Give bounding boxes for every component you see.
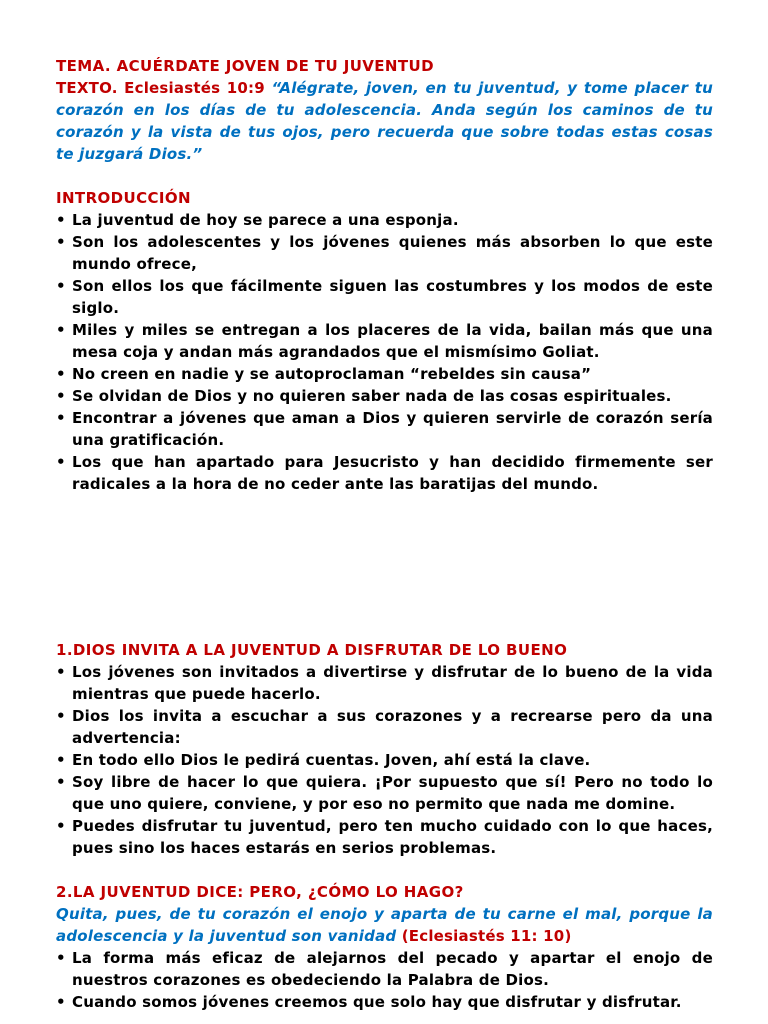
section2-list bbox=[56, 947, 713, 1013]
section2-quote-paragraph bbox=[56, 903, 713, 947]
intro-heading: INTRODUCCIÓN bbox=[56, 189, 192, 207]
spacer bbox=[56, 495, 713, 639]
list-item: • La forma más eficaz de alejarnos del pecado y apartar el enojo de nuestros corazones es obedeciendo la Palabra de Dios. bbox=[56, 947, 713, 991]
texto-quote: “Alégrate, joven, en tu juventud, y tome placer tu corazón en los días de tu adolescencia. Anda según los caminos de tu corazón y la vista de tus ojos, pero recuerda que sobre todas estas cosas te juzgará Dios.” bbox=[56, 79, 713, 163]
document-page bbox=[56, 55, 713, 1013]
list-item: • No creen en nadie y se autoproclaman “rebeldes sin causa” bbox=[56, 363, 713, 385]
list-item: • En todo ello Dios le pedirá cuentas. Joven, ahí está la clave. bbox=[56, 749, 713, 771]
spacer bbox=[56, 165, 713, 187]
section2-reference: (Eclesiastés 11: 10) bbox=[396, 927, 572, 945]
list-item: • Encontrar a jóvenes que aman a Dios y quieren servirle de corazón sería una gratificación. bbox=[56, 407, 713, 451]
intro-list bbox=[56, 209, 713, 495]
list-item: • La juventud de hoy se parece a una esponja. bbox=[56, 209, 713, 231]
section1-list bbox=[56, 661, 713, 859]
section2-heading: 2.LA JUVENTUD DICE: PERO, ¿CÓMO LO HAGO? bbox=[56, 883, 464, 901]
texto-paragraph bbox=[56, 77, 713, 165]
list-item: • Dios los invita a escuchar a sus corazones y a recrearse pero da una advertencia: bbox=[56, 705, 713, 749]
list-item: • Miles y miles se entregan a los placeres de la vida, bailan más que una mesa coja y andan más agrandados que el mismísimo Goliat. bbox=[56, 319, 713, 363]
list-item: • Cuando somos jóvenes creemos que solo hay que disfrutar y disfrutar. bbox=[56, 991, 713, 1013]
list-item: • Los que han apartado para Jesucristo y han decidido firmemente ser radicales a la hora de no ceder ante las baratijas del mundo. bbox=[56, 451, 713, 495]
tema-heading: TEMA. ACUÉRDATE JOVEN DE TU JUVENTUD bbox=[56, 57, 434, 75]
list-item: • Son los adolescentes y los jóvenes quienes más absorben lo que este mundo ofrece, bbox=[56, 231, 713, 275]
section2-quote: Quita, pues, de tu corazón el enojo y aparta de tu carne el mal, porque la adolescencia y la juventud son vanidad bbox=[56, 905, 713, 945]
list-item: • Son ellos los que fácilmente siguen las costumbres y los modos de este siglo. bbox=[56, 275, 713, 319]
list-item: • Puedes disfrutar tu juventud, pero ten mucho cuidado con lo que haces, pues sino los haces estarás en serios problemas. bbox=[56, 815, 713, 859]
texto-reference: TEXTO. Eclesiastés 10:9 bbox=[56, 79, 265, 97]
list-item: • Soy libre de hacer lo que quiera. ¡Por supuesto que sí! Pero no todo lo que uno quiere, conviene, y por eso no permito que nada me domine. bbox=[56, 771, 713, 815]
list-item: • Se olvidan de Dios y no quieren saber nada de las cosas espirituales. bbox=[56, 385, 713, 407]
list-item: • Los jóvenes son invitados a divertirse y disfrutar de lo bueno de la vida mientras que puede hacerlo. bbox=[56, 661, 713, 705]
spacer bbox=[56, 859, 713, 881]
section1-heading: 1.DIOS INVITA A LA JUVENTUD A DISFRUTAR DE LO BUENO bbox=[56, 641, 568, 659]
